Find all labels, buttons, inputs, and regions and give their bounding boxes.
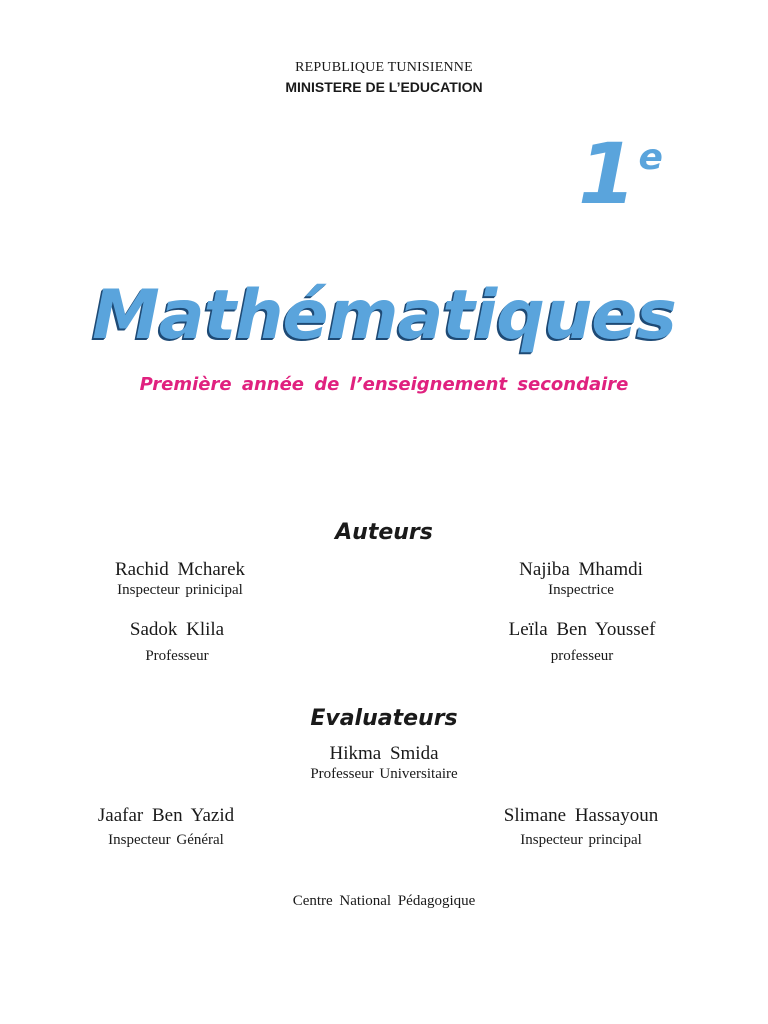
evaluator-role: Inspecteur Général bbox=[108, 832, 224, 848]
book-subtitle: Première année de l’enseignement secondaire bbox=[139, 374, 629, 395]
author-role: professeur bbox=[550, 648, 614, 664]
evaluator-entry bbox=[451, 805, 711, 849]
evaluator-role: Inspecteur principal bbox=[520, 832, 642, 848]
author-name: Sadok Klila bbox=[129, 619, 225, 640]
author-entry bbox=[47, 619, 307, 665]
evaluator-entry bbox=[0, 743, 768, 783]
author-role: Inspectrice bbox=[548, 582, 614, 598]
author-entry bbox=[50, 559, 310, 599]
evaluator-role: Professeur Universitaire bbox=[310, 766, 458, 782]
authors-heading: Auteurs bbox=[335, 520, 433, 545]
publisher-label: Centre National Pédagogique bbox=[292, 893, 476, 909]
author-name: Rachid Mcharek bbox=[114, 559, 246, 580]
book-title: Mathématiques bbox=[92, 276, 676, 355]
evaluator-name: Jaafar Ben Yazid bbox=[97, 805, 235, 826]
evaluators-heading: Evaluateurs bbox=[310, 706, 458, 731]
republic-label: REPUBLIQUE TUNISIENNE bbox=[295, 60, 473, 75]
grade-number: 1 bbox=[578, 125, 635, 223]
ministry-label: MINISTERE DE L’EDUCATION bbox=[285, 79, 483, 95]
author-role: Professeur bbox=[145, 648, 209, 664]
grade-suffix: e bbox=[638, 137, 661, 178]
author-name: Najiba Mhamdi bbox=[519, 559, 643, 580]
author-entry bbox=[451, 559, 711, 599]
evaluator-name: Hikma Smida bbox=[329, 743, 439, 764]
author-role: Inspecteur prinicipal bbox=[117, 582, 243, 598]
author-name: Leïla Ben Youssef bbox=[508, 619, 656, 640]
evaluator-name: Slimane Hassayoun bbox=[503, 805, 659, 826]
author-entry bbox=[452, 619, 712, 665]
evaluator-entry bbox=[36, 805, 296, 849]
grade-level bbox=[578, 125, 661, 223]
